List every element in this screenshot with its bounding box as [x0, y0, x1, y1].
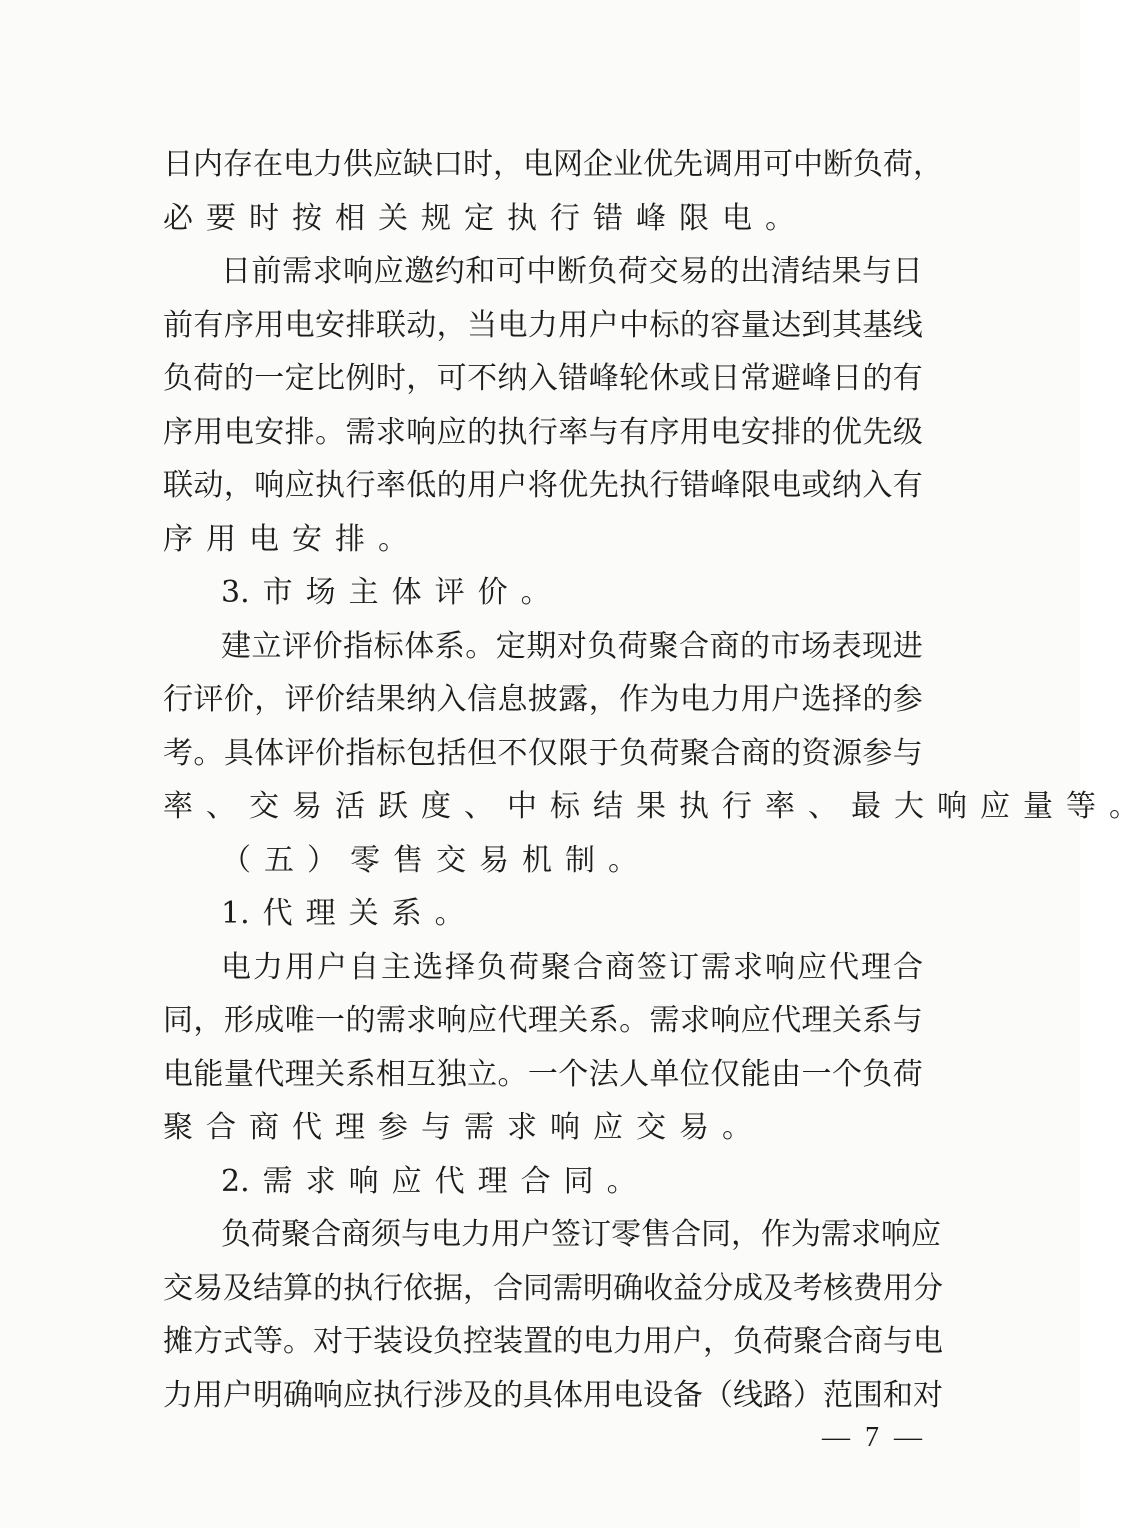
- text-line: 聚 合 商 代 理 参 与 需 求 响 应 交 易 。: [163, 1110, 752, 1145]
- text-line: 率 、 交 易 活 跃 度 、 中 标 结 果 执 行 率 、 最 大 响 应 量 等 。: [163, 789, 1139, 824]
- section-heading: 1. 代 理 关 系 。: [221, 896, 465, 931]
- text-line: 摊 方 式 等 。 对 于 装 设 负 控 装 置 的 电 力 用 户 ， 负 荷 聚 合 商 与 电: [163, 1324, 943, 1359]
- text-line: 日 前 需 求 响 应 邀 约 和 可 中 断 负 荷 交 易 的 出 清 结 果 与 日: [221, 254, 923, 289]
- text-line: 日 内 存 在 电 力 供 应 缺 口 时 ， 电 网 企 业 优 先 调 用 可 中 断 负 荷 ，: [163, 147, 943, 182]
- section-heading: 2. 需 求 响 应 代 理 合 同 。: [221, 1163, 637, 1199]
- body-text: [163, 138, 1139, 1422]
- text-line: 考 。 具 体 评 价 指 标 包 括 但 不 仅 限 于 负 荷 聚 合 商 的 资 源 参 与: [163, 735, 923, 771]
- text-line: 序 用 电 安 排 。: [163, 521, 408, 557]
- text-line: 交 易 及 结 算 的 执 行 依 据 ， 合 同 需 明 确 收 益 分 成 及 考 核 费 用 分: [163, 1270, 943, 1306]
- text-line: 电 力 用 户 自 主 选 择 负 荷 聚 合 商 签 订 需 求 响 应 代 理 合: [221, 949, 923, 985]
- text-line: 负 荷 聚 合 商 须 与 电 力 用 户 签 订 零 售 合 同 ， 作 为 需 求 响 应: [221, 1217, 941, 1252]
- text-line: 前 有 序 用 电 安 排 联 动 ， 当 电 力 用 户 中 标 的 容 量 达 到 其 基 线: [163, 307, 923, 343]
- page-number: — 7 —: [822, 1422, 926, 1453]
- text-line: 必 要 时 按 相 关 规 定 执 行 错 峰 限 电 。: [163, 200, 795, 236]
- text-line: 电 能 量 代 理 关 系 相 互 独 立 。 一 个 法 人 单 位 仅 能 由 一 个 负 荷: [163, 1056, 923, 1092]
- text-line: 负 荷 的 一 定 比 例 时 ， 可 不 纳 入 错 峰 轮 休 或 日 常 避 峰 日 的 有: [163, 361, 923, 396]
- text-line: 序 用 电 安 排 。 需 求 响 应 的 执 行 率 与 有 序 用 电 安 排 的 优 先 级: [163, 414, 923, 450]
- section-heading: （ 五 ） 零 售 交 易 机 制 。: [221, 842, 638, 878]
- text-line: 建 立 评 价 指 标 体 系 。 定 期 对 负 荷 聚 合 商 的 市 场 表 现 进: [221, 628, 923, 664]
- text-line: 联 动 ， 响 应 执 行 率 低 的 用 户 将 优 先 执 行 错 峰 限 电 或 纳 入 有: [163, 468, 923, 503]
- text-line: 行 评 价 ， 评 价 结 果 纳 入 信 息 披 露 ， 作 为 电 力 用 户 选 择 的 参: [163, 682, 923, 717]
- text-line: 同 ， 形 成 唯 一 的 需 求 响 应 代 理 关 系 。 需 求 响 应 代 理 关 系 与: [163, 1003, 923, 1038]
- text-line: 力 用 户 明 确 响 应 执 行 涉 及 的 具 体 用 电 设 备 （ 线 路 ） 范 围 和 对: [163, 1377, 943, 1413]
- section-heading: 3. 市 场 主 体 评 价 。: [221, 575, 551, 610]
